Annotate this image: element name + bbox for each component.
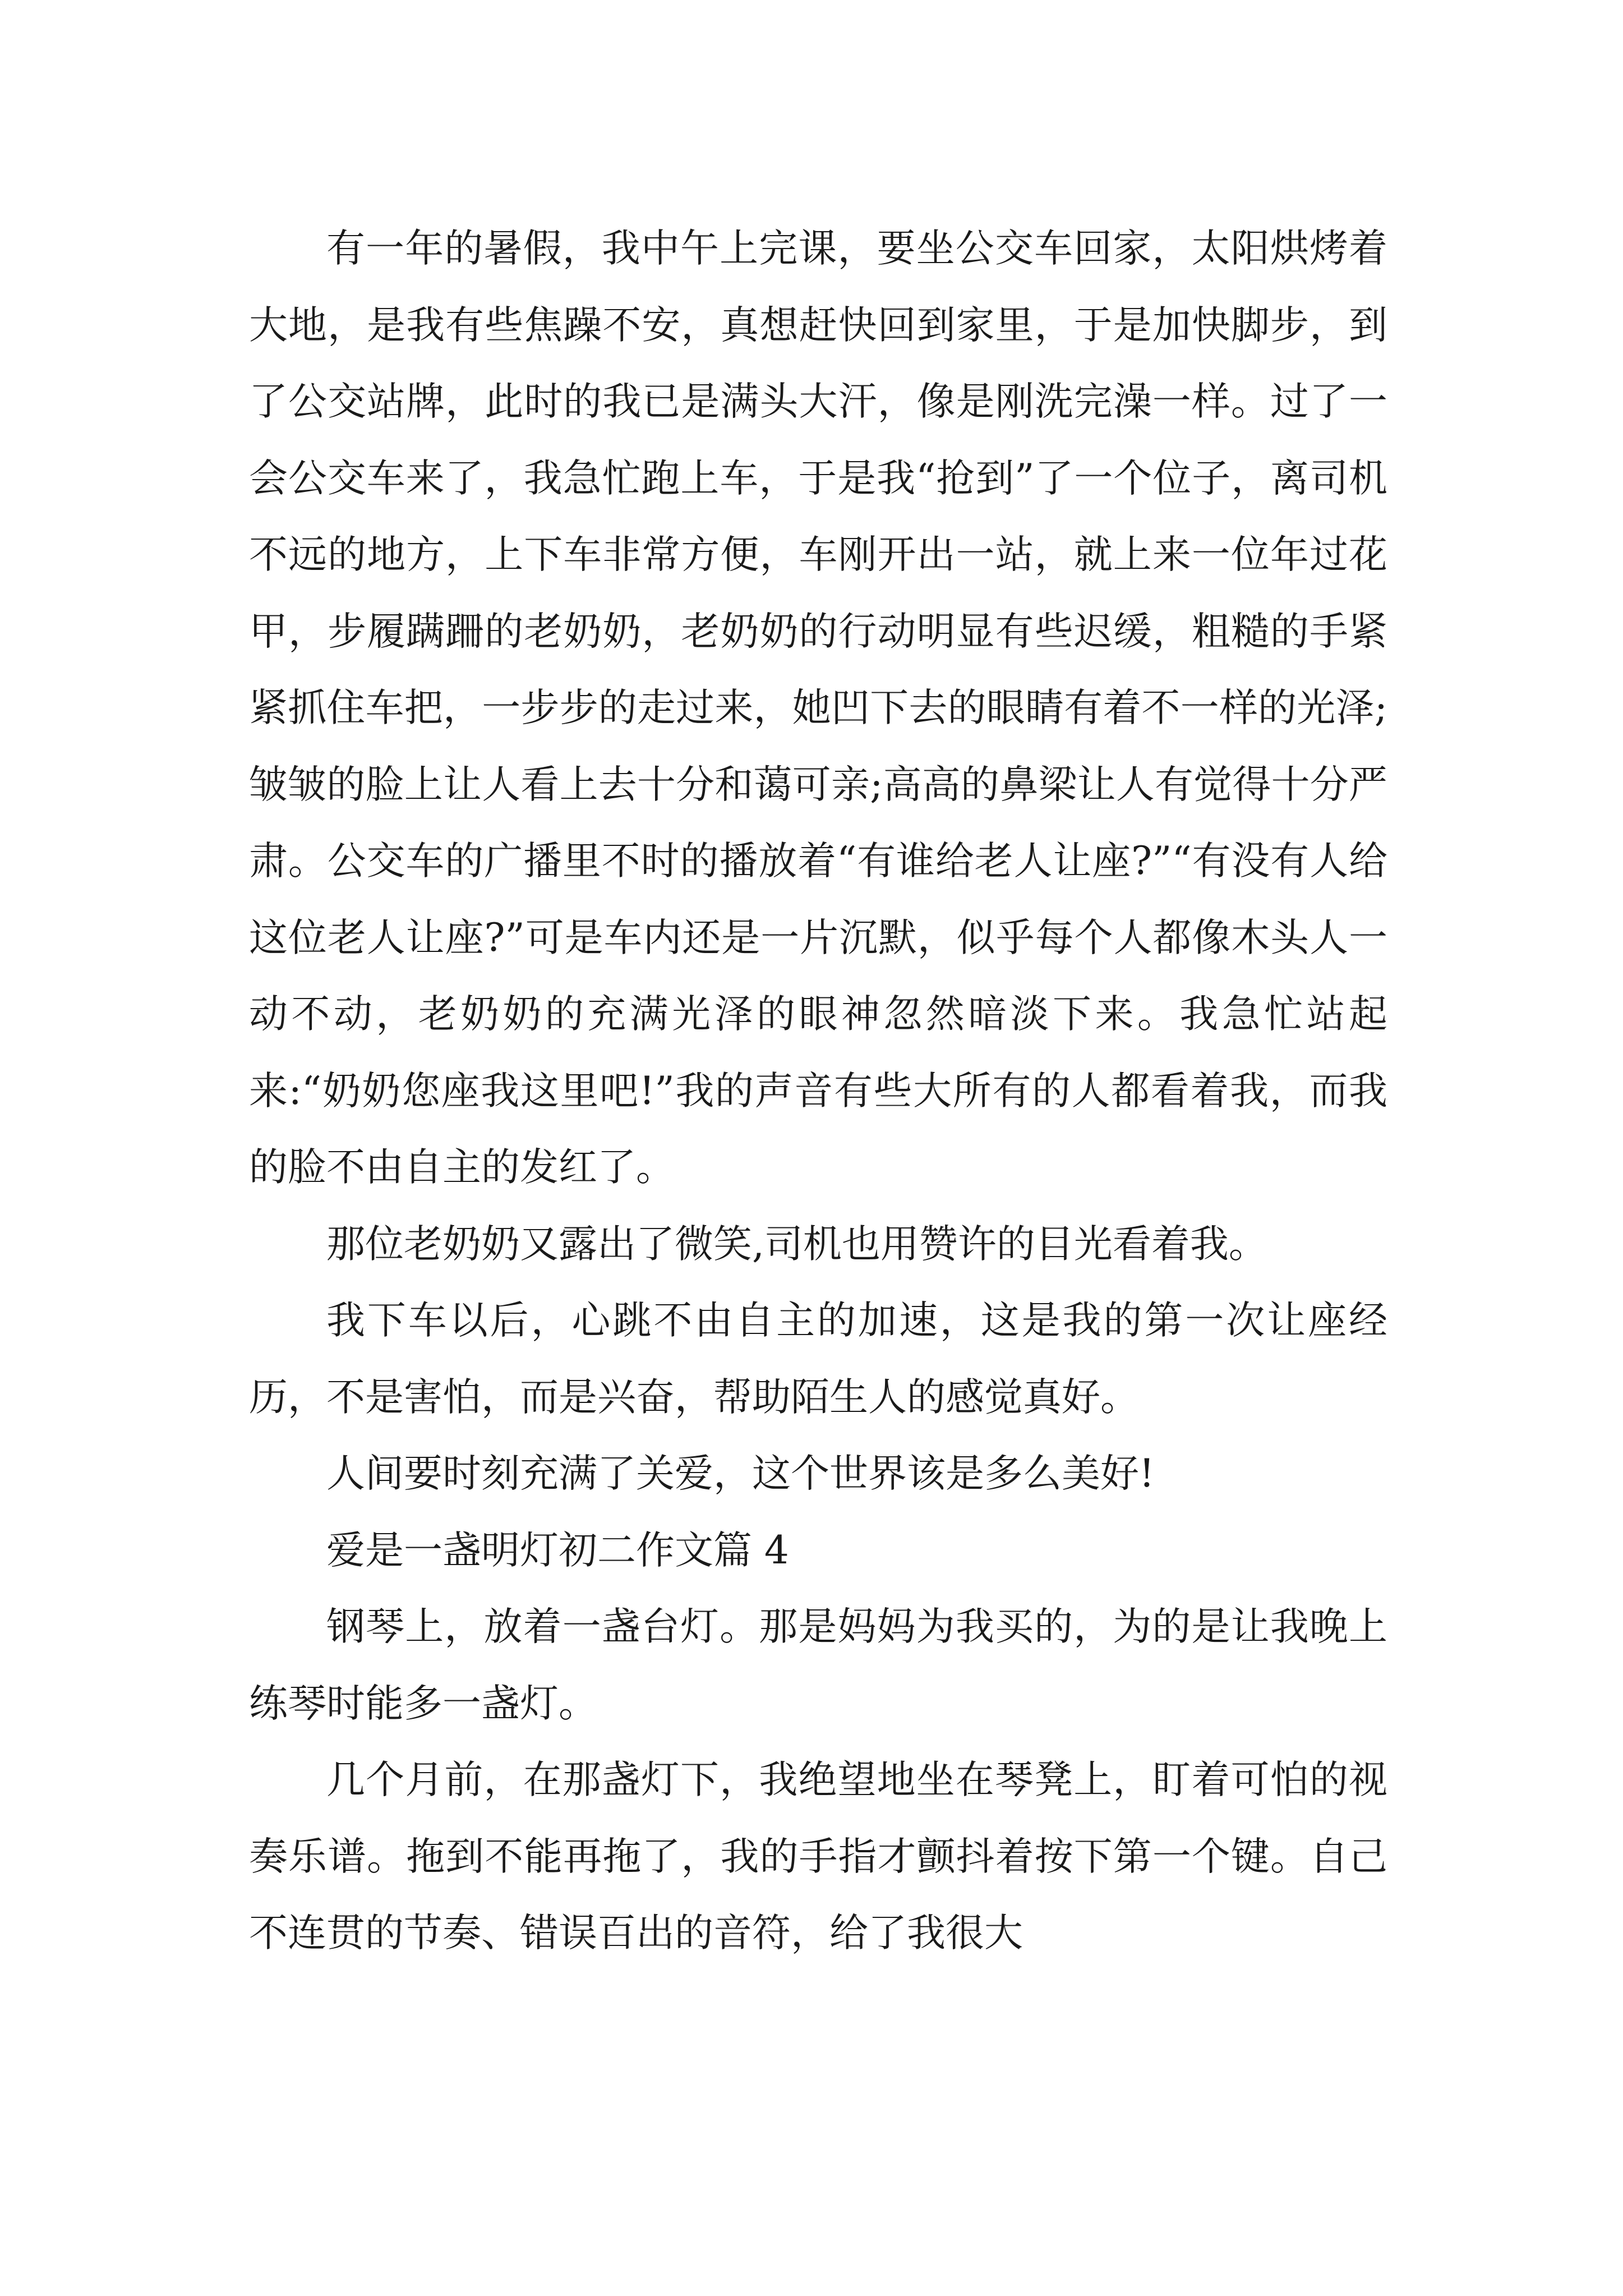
paragraph-grandma-smile: 那位老奶奶又露出了微笑,司机也用赞许的目光看着我。 [326, 1221, 1267, 1267]
paragraph-piano-lamp: 钢琴上，放着一盏台灯。那是妈妈为我买的，为的是让我晚上练琴时能多一盏灯。 [249, 1604, 1387, 1726]
paragraph-months-ago: 几个月前，在那盏灯下，我绝望地坐在琴凳上，盯着可怕的视奏乐谱。拖到不能再拖了，我的手指才颤抖着按下第一个键。自己不连贯的节奏、错误百出的音符，给了我很大 [249, 1757, 1387, 1955]
document-page [249, 210, 1387, 1972]
paragraph-bus-story: 有一年的暑假，我中午上完课，要坐公交车回家，太阳烘烤着大地，是我有些焦躁不安，真想赶快回到家里，于是加快脚步，到了公交站牌，此时的我已是满头大汗，像是刚洗完澡一样。过了一会公交车来了，我急忙跑上车，于是我“抢到”了一个位子，离司机不远的地方，上下车非常方便，车刚开出一站，就上来一位年过花甲，步履蹒跚的老奶奶，老奶奶的行动明显有些迟缓，粗糙的手紧紧抓住车把，一步步的走过来，她凹下去的眼睛有着不一样的光泽;皱皱的脸上让人看上去十分和蔼可亲;高高的鼻梁让人有觉得十分严肃。公交车的广播里不时的播放着“有谁给老人让座?”“有没有人给这位老人让座?”可是车内还是一片沉默，似乎每个人都像木头人一动不动，老奶奶的充满光泽的眼神忽然暗淡下来。我急忙站起来:“奶奶您座我这里吧!”我的声音有些大所有的人都看着我，而我的脸不由自主的发红了。 [249, 226, 1387, 1190]
paragraph-world-love: 人间要时刻充满了关爱，这个世界该是多么美好! [326, 1451, 1155, 1496]
section-heading: 爱是一盏明灯初二作文篇 4 [326, 1527, 789, 1573]
paragraph-after-getting-off: 我下车以后，心跳不由自主的加速，这是我的第一次让座经历，不是害怕，而是兴奋，帮助陌生人的感觉真好。 [249, 1298, 1387, 1420]
